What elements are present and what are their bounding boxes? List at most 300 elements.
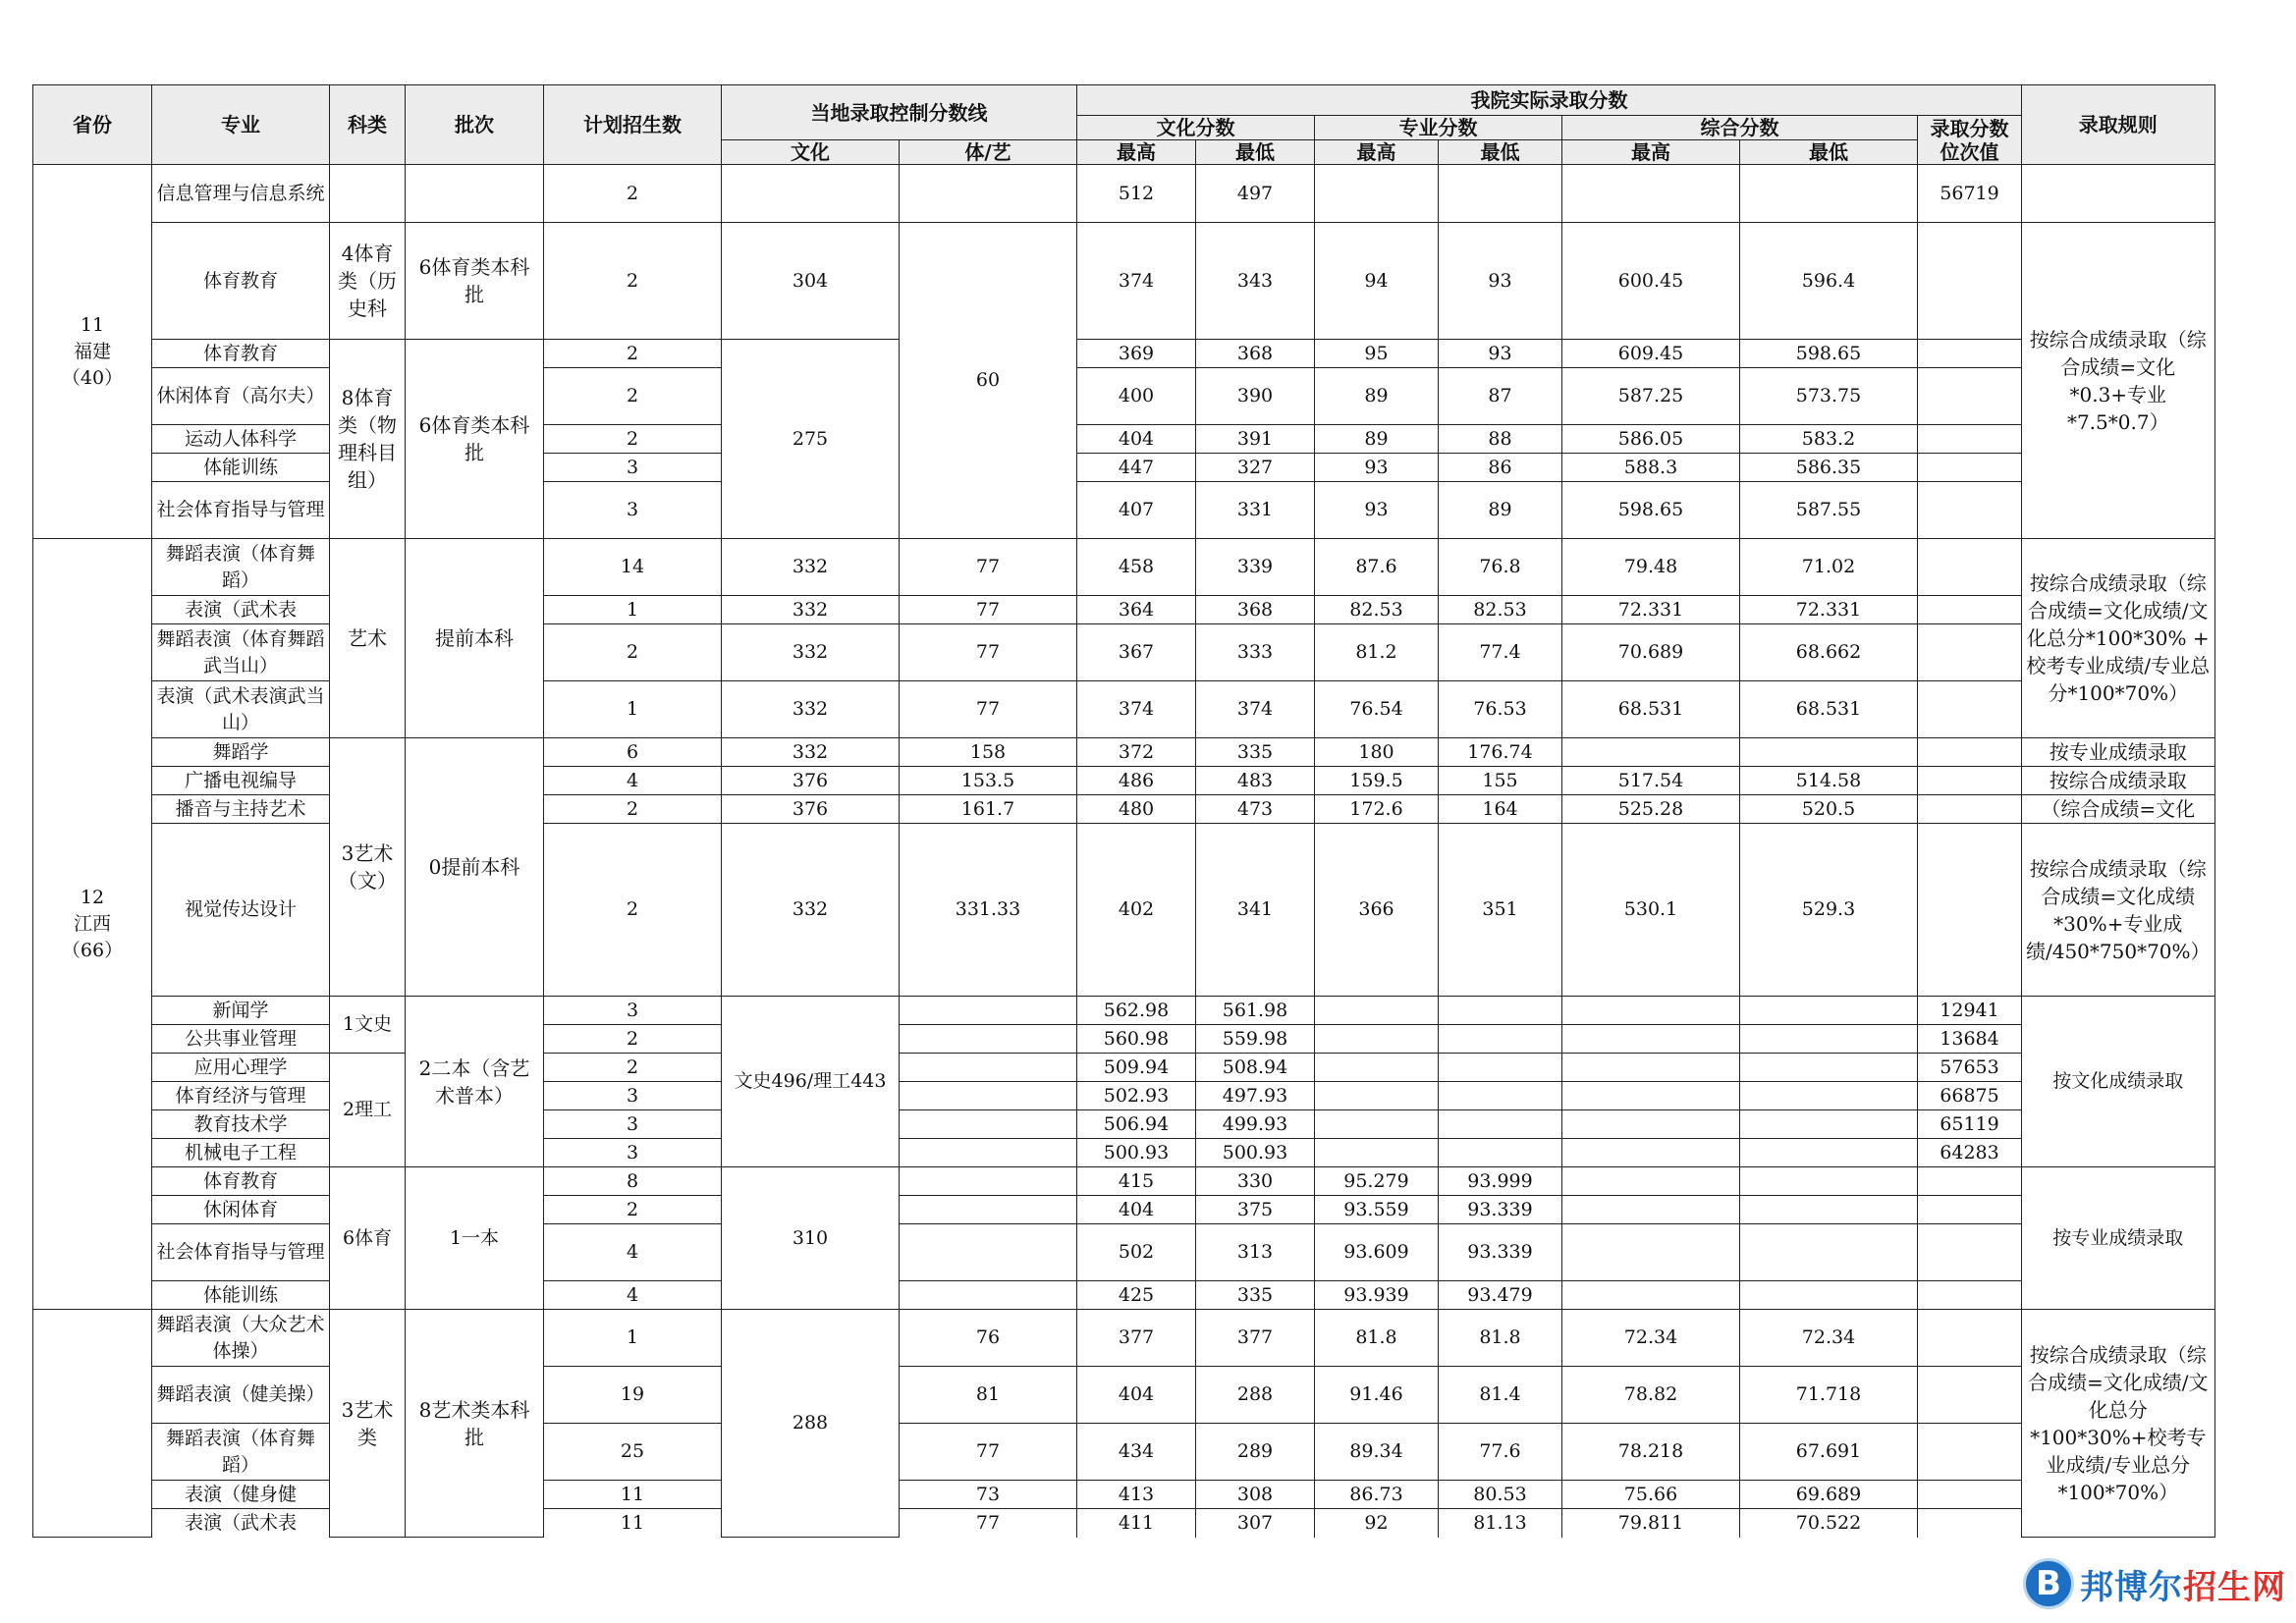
combined-min-cell: 72.331 [1740,596,1918,624]
special-min-cell: 86 [1439,454,1562,482]
major-cell: 公共事业管理 [152,1025,330,1054]
culture-min-cell: 307 [1196,1509,1315,1538]
combined-max-cell: 598.65 [1562,482,1740,539]
sport-art-line-cell: 77 [900,1509,1077,1538]
rank-cell [1918,1509,2022,1538]
combined-min-cell: 586.35 [1740,454,1918,482]
combined-min-cell: 69.689 [1740,1481,1918,1509]
category-cell: 艺术 [330,539,406,738]
sport-art-line-cell: 77 [900,681,1077,738]
culture-line-cell: 376 [722,767,900,795]
category-cell: 1文史 [330,997,406,1054]
culture-max-cell: 407 [1077,482,1196,539]
combined-max-cell: 600.45 [1562,223,1740,340]
combined-max-cell [1562,1025,1740,1054]
major-cell: 体育教育 [152,340,330,368]
table-row [33,1167,2215,1196]
sport-art-line-cell: 73 [900,1481,1077,1509]
rule-cell: 按综合成绩录取（综合成绩=文化成绩/文化总分*100*30% + 校考专业成绩/专业总分*100*70%） [2022,539,2215,738]
special-min-cell [1439,1139,1562,1167]
culture-min-cell: 313 [1196,1224,1315,1281]
plan-cell: 2 [544,340,722,368]
culture-min-cell: 333 [1196,624,1315,681]
major-cell: 表演（武术表 [152,596,330,624]
culture-max-cell: 367 [1077,624,1196,681]
plan-cell: 4 [544,767,722,795]
combined-max-cell [1562,165,1740,223]
major-cell: 社会体育指导与管理 [152,1224,330,1281]
rank-cell [1918,1424,2022,1481]
special-min-cell: 87 [1439,368,1562,425]
sport-art-line-cell: 81 [900,1367,1077,1424]
rank-cell: 12941 [1918,997,2022,1025]
culture-max-cell: 434 [1077,1424,1196,1481]
plan-cell: 11 [544,1481,722,1509]
special-max-cell: 159.5 [1315,767,1439,795]
culture-min-cell: 499.93 [1196,1110,1315,1139]
combined-max-cell: 609.45 [1562,340,1740,368]
rank-cell [1918,1196,2022,1224]
rank-cell: 66875 [1918,1082,2022,1110]
special-max-cell: 92 [1315,1509,1439,1538]
culture-max-cell: 509.94 [1077,1054,1196,1082]
combined-max-cell: 586.05 [1562,425,1740,454]
header-rank: 录取分数位次值 [1918,116,2022,165]
combined-max-cell: 72.34 [1562,1310,1740,1367]
culture-line-cell: 文史496/理工443 [722,997,900,1167]
major-cell: 广播电视编导 [152,767,330,795]
rank-cell [1918,1310,2022,1367]
rank-cell [1918,1281,2022,1310]
culture-max-cell: 415 [1077,1167,1196,1196]
special-min-cell: 176.74 [1439,738,1562,767]
culture-max-cell: 447 [1077,454,1196,482]
culture-max-cell: 458 [1077,539,1196,596]
special-max-cell: 76.54 [1315,681,1439,738]
special-min-cell [1439,1082,1562,1110]
sport-art-line-cell: 158 [900,738,1077,767]
culture-min-cell: 335 [1196,1281,1315,1310]
major-cell: 舞蹈学 [152,738,330,767]
combined-max-cell: 79.811 [1562,1509,1740,1538]
major-cell: 表演（健身健 [152,1481,330,1509]
plan-cell: 2 [544,223,722,340]
batch-cell: 6体育类本科批 [406,340,544,539]
header-min: 最低 [1439,140,1562,165]
culture-min-cell: 497 [1196,165,1315,223]
rule-cell: 按专业成绩录取 [2022,738,2215,767]
major-cell: 体育教育 [152,223,330,340]
combined-max-cell [1562,997,1740,1025]
special-max-cell: 172.6 [1315,795,1439,824]
combined-min-cell [1740,1054,1918,1082]
special-max-cell [1315,1054,1439,1082]
special-min-cell: 93.339 [1439,1224,1562,1281]
rank-cell [1918,223,2022,340]
special-min-cell: 76.53 [1439,681,1562,738]
rule-cell: 按综合成绩录取（综合成绩=文化成绩*30%+专业成绩/450*750*70%） [2022,824,2215,997]
plan-cell: 4 [544,1224,722,1281]
culture-min-cell: 375 [1196,1196,1315,1224]
header-culture-score: 文化分数 [1077,116,1315,140]
batch-cell: 0提前本科 [406,738,544,997]
special-max-cell: 93 [1315,454,1439,482]
combined-max-cell: 78.218 [1562,1424,1740,1481]
major-cell: 视觉传达设计 [152,824,330,997]
combined-min-cell: 71.02 [1740,539,1918,596]
plan-cell: 2 [544,795,722,824]
header-special-score: 专业分数 [1315,116,1562,140]
culture-min-cell: 339 [1196,539,1315,596]
table-row [33,223,2215,340]
table-row [33,165,2215,223]
major-cell: 机械电子工程 [152,1139,330,1167]
rule-cell: 按综合成绩录取（综合成绩=文化成绩/文化总分*100*30%+校考专业成绩/专业总分*100*70%） [2022,1310,2215,1538]
major-cell: 体育教育 [152,1167,330,1196]
culture-line-cell: 332 [722,824,900,997]
major-cell: 应用心理学 [152,1054,330,1082]
combined-min-cell: 573.75 [1740,368,1918,425]
sport-art-line-cell [900,1110,1077,1139]
special-min-cell: 77.6 [1439,1424,1562,1481]
special-max-cell: 89 [1315,425,1439,454]
header-major: 专业 [152,85,330,165]
sport-art-line-cell: 153.5 [900,767,1077,795]
plan-cell: 3 [544,1110,722,1139]
combined-max-cell: 78.82 [1562,1367,1740,1424]
combined-min-cell [1740,165,1918,223]
combined-min-cell [1740,1110,1918,1139]
rank-cell [1918,539,2022,596]
culture-min-cell: 341 [1196,824,1315,997]
culture-line-cell: 332 [722,738,900,767]
sport-art-line-cell [900,1196,1077,1224]
rank-cell [1918,1367,2022,1424]
rule-cell: 按综合成绩录取（综合成绩=文化*0.3+专业*7.5*0.7） [2022,223,2215,539]
special-max-cell: 91.46 [1315,1367,1439,1424]
culture-min-cell: 377 [1196,1310,1315,1367]
culture-max-cell: 404 [1077,425,1196,454]
plan-cell: 2 [544,1196,722,1224]
header-min: 最低 [1196,140,1315,165]
special-max-cell: 180 [1315,738,1439,767]
plan-cell: 2 [544,368,722,425]
plan-cell: 3 [544,482,722,539]
rank-cell [1918,681,2022,738]
combined-min-cell [1740,1196,1918,1224]
culture-min-cell: 497.93 [1196,1082,1315,1110]
plan-cell: 2 [544,1025,722,1054]
combined-max-cell: 530.1 [1562,824,1740,997]
special-min-cell: 76.8 [1439,539,1562,596]
culture-min-cell: 561.98 [1196,997,1315,1025]
rank-cell: 13684 [1918,1025,2022,1054]
rank-cell [1918,1481,2022,1509]
header-max: 最高 [1315,140,1439,165]
combined-min-cell [1740,1025,1918,1054]
plan-cell: 3 [544,997,722,1025]
special-min-cell: 81.13 [1439,1509,1562,1538]
special-min-cell: 351 [1439,824,1562,997]
plan-cell: 4 [544,1281,722,1310]
culture-line-cell: 275 [722,340,900,539]
rank-cell [1918,795,2022,824]
combined-min-cell: 587.55 [1740,482,1918,539]
special-max-cell [1315,165,1439,223]
combined-max-cell: 587.25 [1562,368,1740,425]
batch-cell: 1一本 [406,1167,544,1310]
plan-cell: 8 [544,1167,722,1196]
header-culture: 文化 [722,140,900,165]
major-cell: 信息管理与信息系统 [152,165,330,223]
special-max-cell [1315,1110,1439,1139]
batch-cell [406,165,544,223]
batch-cell: 2二本（含艺术普本） [406,997,544,1167]
culture-min-cell: 308 [1196,1481,1315,1509]
culture-max-cell: 372 [1077,738,1196,767]
combined-max-cell [1562,1196,1740,1224]
header-province: 省份 [33,85,152,165]
major-cell: 播音与主持艺术 [152,795,330,824]
sport-art-line-cell [900,165,1077,223]
sport-art-line-cell [900,1139,1077,1167]
category-cell: 4体育类（历史科 [330,223,406,340]
special-max-cell: 95 [1315,340,1439,368]
rank-cell [1918,767,2022,795]
combined-max-cell: 72.331 [1562,596,1740,624]
combined-min-cell: 520.5 [1740,795,1918,824]
rule-cell: 按文化成绩录取 [2022,997,2215,1167]
culture-line-cell: 332 [722,596,900,624]
sport-art-line-cell: 77 [900,1424,1077,1481]
header-local-line: 当地录取控制分数线 [722,85,1077,140]
major-cell: 表演（武术表演武当山） [152,681,330,738]
table-row [33,539,2215,596]
special-min-cell: 81.8 [1439,1310,1562,1367]
plan-cell: 2 [544,165,722,223]
category-cell: 3艺术（文） [330,738,406,997]
special-max-cell [1315,997,1439,1025]
culture-line-cell: 332 [722,681,900,738]
table-row [33,997,2215,1025]
combined-min-cell: 596.4 [1740,223,1918,340]
major-cell: 舞蹈表演（健美操） [152,1367,330,1424]
combined-max-cell [1562,1054,1740,1082]
rank-cell: 56719 [1918,165,2022,223]
special-min-cell: 93.479 [1439,1281,1562,1310]
admission-score-table [32,84,2215,1538]
special-max-cell: 87.6 [1315,539,1439,596]
special-min-cell [1439,1110,1562,1139]
major-cell: 运动人体科学 [152,425,330,454]
culture-min-cell: 288 [1196,1367,1315,1424]
sport-art-line-cell: 161.7 [900,795,1077,824]
combined-min-cell: 67.691 [1740,1424,1918,1481]
plan-cell: 1 [544,596,722,624]
combined-max-cell [1562,1167,1740,1196]
plan-cell: 1 [544,1310,722,1367]
special-max-cell: 82.53 [1315,596,1439,624]
culture-max-cell: 413 [1077,1481,1196,1509]
brand-name [2080,1560,2286,1608]
special-min-cell [1439,1054,1562,1082]
header-category: 科类 [330,85,406,165]
combined-min-cell [1740,738,1918,767]
rule-cell: （综合成绩=文化 [2022,795,2215,824]
major-cell: 舞蹈表演（体育舞蹈 武当山） [152,624,330,681]
culture-line-cell: 310 [722,1167,900,1310]
combined-min-cell [1740,1082,1918,1110]
special-max-cell: 93 [1315,482,1439,539]
rank-cell [1918,624,2022,681]
culture-max-cell: 404 [1077,1367,1196,1424]
major-cell: 教育技术学 [152,1110,330,1139]
header-batch: 批次 [406,85,544,165]
category-cell: 2理工 [330,1054,406,1167]
brand-name-main: 邦博尔 [2080,1567,2183,1607]
culture-max-cell: 486 [1077,767,1196,795]
special-min-cell: 93 [1439,340,1562,368]
combined-max-cell: 70.689 [1562,624,1740,681]
combined-max-cell [1562,1110,1740,1139]
combined-min-cell [1740,1167,1918,1196]
culture-max-cell: 560.98 [1077,1025,1196,1054]
culture-min-cell: 331 [1196,482,1315,539]
combined-max-cell: 79.48 [1562,539,1740,596]
header-rule: 录取规则 [2022,85,2215,165]
plan-cell: 2 [544,1054,722,1082]
special-max-cell: 94 [1315,223,1439,340]
culture-min-cell: 289 [1196,1424,1315,1481]
combined-max-cell [1562,1224,1740,1281]
culture-min-cell: 473 [1196,795,1315,824]
culture-max-cell: 502.93 [1077,1082,1196,1110]
major-cell: 表演（武术表 [152,1509,330,1538]
rule-cell: 按专业成绩录取 [2022,1167,2215,1310]
combined-min-cell: 72.34 [1740,1310,1918,1367]
plan-cell: 2 [544,425,722,454]
combined-min-cell [1740,1281,1918,1310]
sport-art-line-cell [900,1224,1077,1281]
plan-cell: 3 [544,454,722,482]
rank-cell [1918,824,2022,997]
table-row [33,340,2215,368]
culture-max-cell: 425 [1077,1281,1196,1310]
culture-min-cell: 500.93 [1196,1139,1315,1167]
special-max-cell: 95.279 [1315,1167,1439,1196]
table-row [33,1310,2215,1367]
special-min-cell: 155 [1439,767,1562,795]
culture-line-cell: 304 [722,223,900,340]
sport-art-line-cell [900,1054,1077,1082]
special-max-cell: 366 [1315,824,1439,997]
combined-min-cell [1740,997,1918,1025]
combined-max-cell: 75.66 [1562,1481,1740,1509]
combined-min-cell: 529.3 [1740,824,1918,997]
culture-min-cell: 343 [1196,223,1315,340]
sport-art-line-cell [900,1082,1077,1110]
sport-art-line-cell: 331.33 [900,824,1077,997]
culture-min-cell: 327 [1196,454,1315,482]
rank-cell [1918,454,2022,482]
province-cell [33,1310,152,1538]
special-min-cell: 82.53 [1439,596,1562,624]
sport-art-line-cell [900,997,1077,1025]
category-cell: 6体育 [330,1167,406,1310]
culture-max-cell: 402 [1077,824,1196,997]
special-max-cell [1315,1025,1439,1054]
special-min-cell: 81.4 [1439,1367,1562,1424]
rank-cell: 65119 [1918,1110,2022,1139]
culture-line-cell: 332 [722,624,900,681]
sport-art-line-cell [900,1281,1077,1310]
special-min-cell: 88 [1439,425,1562,454]
header-min: 最低 [1740,140,1918,165]
rank-cell [1918,368,2022,425]
special-min-cell: 93 [1439,223,1562,340]
rank-cell [1918,482,2022,539]
plan-cell: 1 [544,681,722,738]
culture-max-cell: 404 [1077,1196,1196,1224]
category-cell [330,165,406,223]
culture-min-cell: 330 [1196,1167,1315,1196]
brand-logo-icon: B [2023,1558,2074,1609]
combined-max-cell: 517.54 [1562,767,1740,795]
special-min-cell [1439,997,1562,1025]
culture-min-cell: 368 [1196,340,1315,368]
special-min-cell: 93.339 [1439,1196,1562,1224]
special-min-cell: 93.999 [1439,1167,1562,1196]
culture-max-cell: 374 [1077,681,1196,738]
culture-max-cell: 562.98 [1077,997,1196,1025]
culture-max-cell: 502 [1077,1224,1196,1281]
special-min-cell [1439,1025,1562,1054]
rank-cell [1918,738,2022,767]
culture-line-cell [722,165,900,223]
page-bottom [0,1556,2296,1623]
culture-max-cell: 512 [1077,165,1196,223]
header-max: 最高 [1077,140,1196,165]
special-max-cell [1315,1139,1439,1167]
special-max-cell: 89.34 [1315,1424,1439,1481]
combined-max-cell: 588.3 [1562,454,1740,482]
plan-cell: 25 [544,1424,722,1481]
rank-cell [1918,425,2022,454]
sport-art-line-cell: 76 [900,1310,1077,1367]
major-cell: 休闲体育（高尔夫） [152,368,330,425]
province-cell-jiangxi: 12 江西 （66） [33,539,152,1310]
culture-min-cell: 559.98 [1196,1025,1315,1054]
rule-cell: 按综合成绩录取 [2022,767,2215,795]
special-max-cell: 81.2 [1315,624,1439,681]
major-cell: 休闲体育 [152,1196,330,1224]
special-min-cell [1439,165,1562,223]
special-min-cell: 89 [1439,482,1562,539]
sport-art-line-cell: 77 [900,539,1077,596]
major-cell: 舞蹈表演（大众艺术体操） [152,1310,330,1367]
major-cell: 新闻学 [152,997,330,1025]
special-max-cell: 81.8 [1315,1310,1439,1367]
special-min-cell: 77.4 [1439,624,1562,681]
combined-max-cell [1562,738,1740,767]
rule-cell [2022,165,2215,223]
plan-cell: 2 [544,624,722,681]
combined-min-cell: 514.58 [1740,767,1918,795]
plan-cell: 11 [544,1509,722,1538]
culture-max-cell: 400 [1077,368,1196,425]
rank-cell [1918,596,2022,624]
province-cell-fujian: 11 福建 （40） [33,165,152,539]
